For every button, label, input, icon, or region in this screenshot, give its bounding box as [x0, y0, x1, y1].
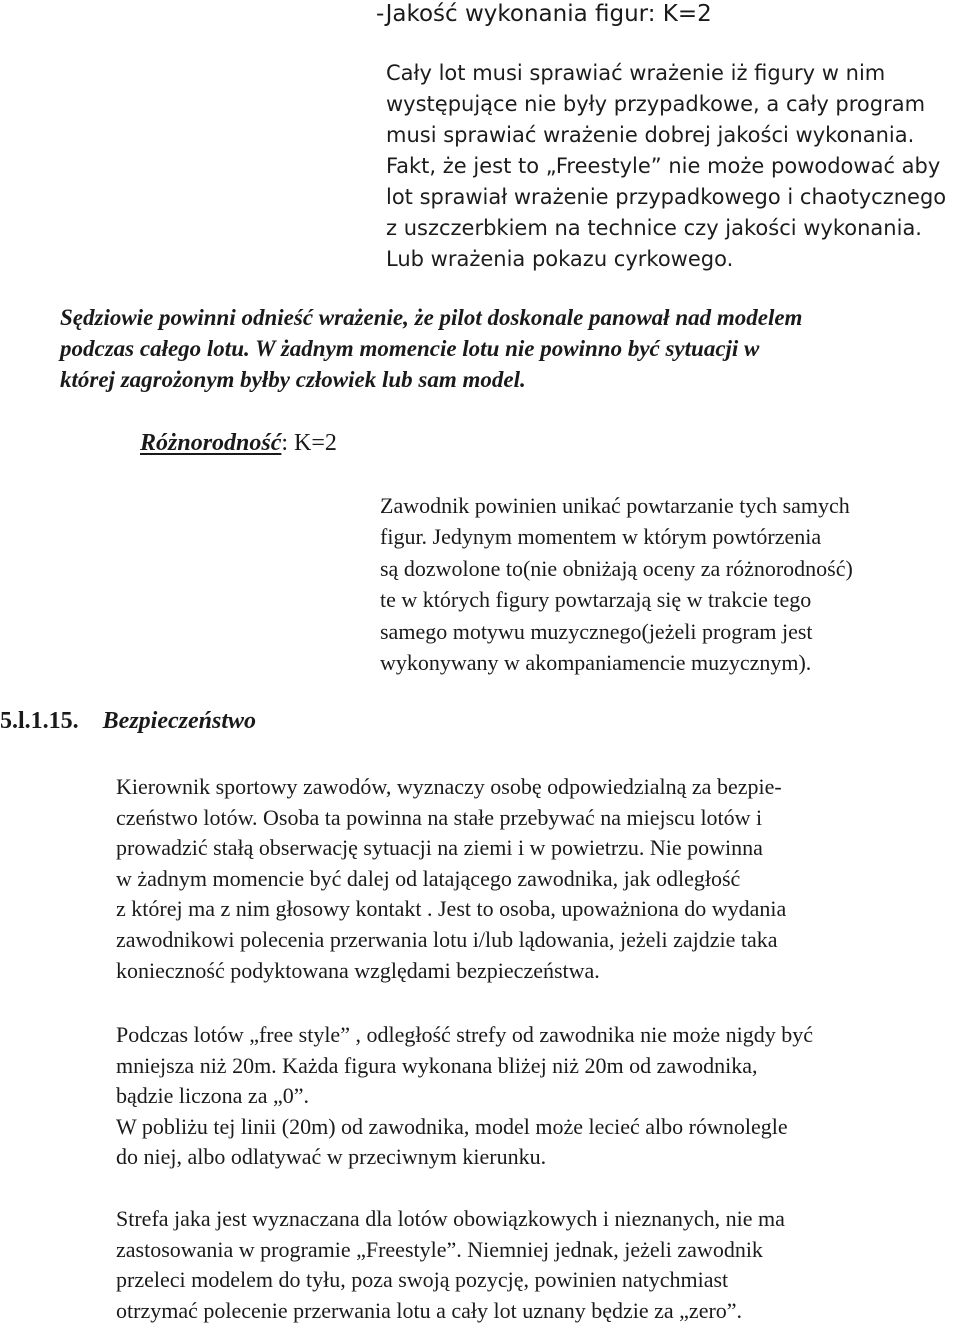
text-line: Podczas lotów „free style” , odległość strefy od zawodnika nie może nigdy być: [116, 1022, 814, 1047]
text-line: Kierownik sportowy zawodów, wyznaczy osobę odpowiedzialną za bezpie-: [116, 774, 782, 799]
text-line: W pobliżu tej linii (20m) od zawodnika, model może lecieć albo równolegle: [116, 1113, 788, 1139]
text-line: figur. Jedynym momentem w którym powtórzenia: [380, 524, 822, 550]
text-line: której zagrożonym byłby człowiek lub sam model.: [60, 367, 526, 392]
text-line: lot sprawiał wrażenie przypadkowego i chaotycznego: [386, 185, 947, 209]
text-line: konieczność podyktowana względami bezpieczeństwa.: [116, 957, 600, 983]
text-line: z uszczerbkiem na technice czy jakości wykonania.: [386, 216, 922, 240]
section-heading: [0, 706, 256, 736]
text-line: zastosowania w programie „Freestyle”. Niemniej jednak, jeżeli zawodnik: [116, 1236, 763, 1262]
variety-label: Różnorodność: [140, 430, 282, 456]
text-line: podczas całego lotu. W żadnym momencie lotu nie powinno być sytuacji w: [60, 336, 760, 361]
variety-heading: [140, 428, 337, 458]
safety-paragraph: [116, 772, 786, 986]
judges-paragraph: [60, 302, 802, 395]
text-line: musi sprawiać wrażenie dobrej jakości wykonania.: [386, 123, 915, 147]
text-line: do niej, albo odlatywać w przeciwnym kierunku.: [116, 1144, 547, 1170]
section-title: Bezpieczeństwo: [102, 708, 256, 734]
text-line: w żadnym momencie być dalej od latającego zawodnika, jak odległość: [116, 865, 741, 891]
variety-coefficient: : K=2: [281, 430, 337, 456]
text-line: czeństwo lotów. Osoba ta powinna na stałe przebywać na miejscu lotów i: [116, 804, 763, 830]
text-line: Strefa jaka jest wyznaczana dla lotów obowiązkowych i nieznanych, nie ma: [116, 1206, 785, 1231]
quality-heading-text: -Jakość wykonania figur: K=2: [376, 1, 712, 27]
text-line: przeleci modelem do tyłu, poza swoją pozycję, powinien natychmiast: [116, 1267, 729, 1293]
text-line: prowadzić stałą obserwację sytuacji na ziemi i w powietrzu. Nie powinna: [116, 835, 763, 861]
text-line: bądzie liczona za „0”.: [116, 1083, 309, 1109]
text-line: wykonywany w akompaniamencie muzycznym).: [380, 650, 812, 676]
text-line: z której ma z nim głosowy kontakt . Jest to osoba, upoważniona do wydania: [116, 896, 787, 922]
text-line: Lub wrażenia pokazu cyrkowego.: [386, 247, 734, 271]
quality-paragraph: [386, 58, 946, 275]
text-line: mniejsza niż 20m. Każda figura wykonana bliżej niż 20m od zawodnika,: [116, 1052, 758, 1078]
text-line: Cały lot musi sprawiać wrażenie iż figury w nim: [386, 61, 886, 85]
text-line: Sędziowie powinni odnieść wrażenie, że pilot doskonale panował nad modelem: [60, 305, 803, 330]
text-line: otrzymać polecenie przerwania lotu a cały lot uznany będzie za „zero”.: [116, 1297, 743, 1323]
variety-paragraph: [380, 490, 853, 678]
text-line: są dozwolone to(nie obniżają oceny za różnorodność): [380, 555, 853, 581]
quality-heading: [376, 0, 712, 28]
freestyle-paragraph: [116, 1020, 813, 1173]
zone-paragraph: [116, 1204, 785, 1326]
text-line: występujące nie były przypadkowe, a cały program: [386, 92, 926, 116]
section-number: 5.l.1.15.: [0, 708, 79, 734]
text-line: te w których figury powtarzają się w trakcie tego: [380, 587, 812, 613]
text-line: Zawodnik powinien unikać powtarzanie tych samych: [380, 493, 850, 518]
text-line: samego motywu muzycznego(jeżeli program jest: [380, 618, 813, 644]
text-line: Fakt, że jest to „Freestyle” nie może powodować aby: [386, 154, 941, 178]
text-line: zawodnikowi polecenia przerwania lotu i/lub lądowania, jeżeli zajdzie taka: [116, 926, 778, 952]
